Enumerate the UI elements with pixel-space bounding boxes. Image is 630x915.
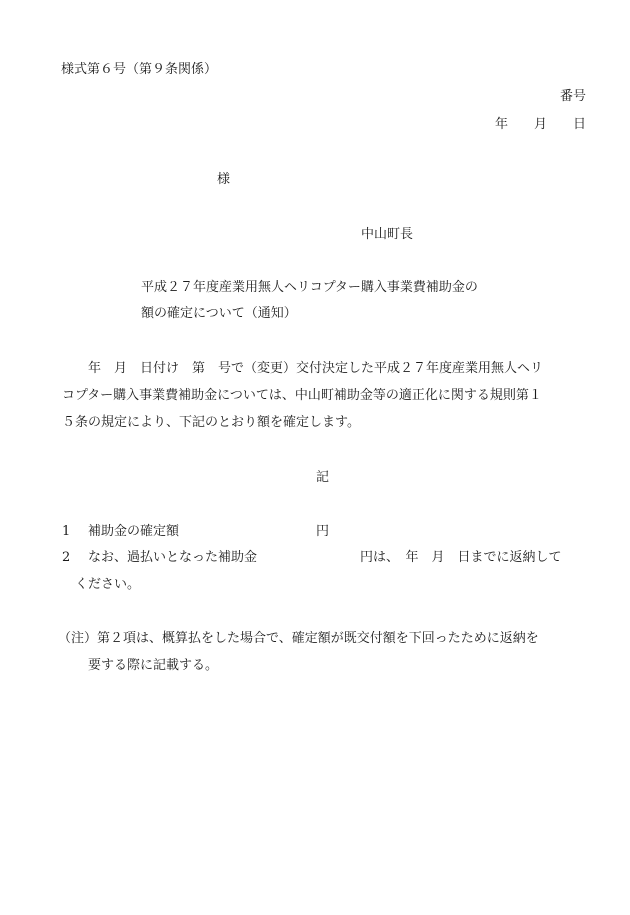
body-line-3: ５条の規定により、下記のとおり額を確定します。: [62, 415, 360, 430]
date-line: 年 月 日: [494, 117, 586, 132]
item-1-yen: 円: [316, 524, 330, 539]
note-line-2: 要する際に記載する。: [88, 658, 219, 673]
item-2-text: なお、過払いとなった補助金: [88, 550, 258, 565]
item-2-continuation: ください。: [75, 577, 141, 592]
note-line-1: （注）第２項は、概算払をした場合で、確定額が既交付額を下回ったために返納を: [58, 631, 539, 646]
body-line-2: コプター購入事業費補助金については、中山町補助金等の適正化に関する規則第１: [62, 388, 542, 403]
ki-heading: 記: [316, 470, 330, 485]
sender-title: 中山町長: [361, 227, 414, 242]
document-title-line-1: 平成２７年度産業用無人ヘリコプター購入事業費補助金の: [141, 280, 478, 295]
addressee-suffix: 様: [217, 172, 231, 187]
item-1-label: 補助金の確定額: [88, 524, 180, 539]
item-1-number: 1: [62, 524, 71, 539]
item-2-number: 2: [62, 550, 71, 565]
number-label: 番号: [559, 89, 586, 104]
form-label: 様式第６号（第９条関係）: [61, 62, 218, 77]
item-2-yen-text: 円は、 年 月 日までに返納して: [360, 550, 562, 565]
document-title-line-2: 額の確定について（通知）: [141, 306, 297, 321]
body-line-1: 年 月 日付け 第 号で（変更）交付決定した平成２７年度産業用無人ヘリ: [62, 361, 544, 376]
